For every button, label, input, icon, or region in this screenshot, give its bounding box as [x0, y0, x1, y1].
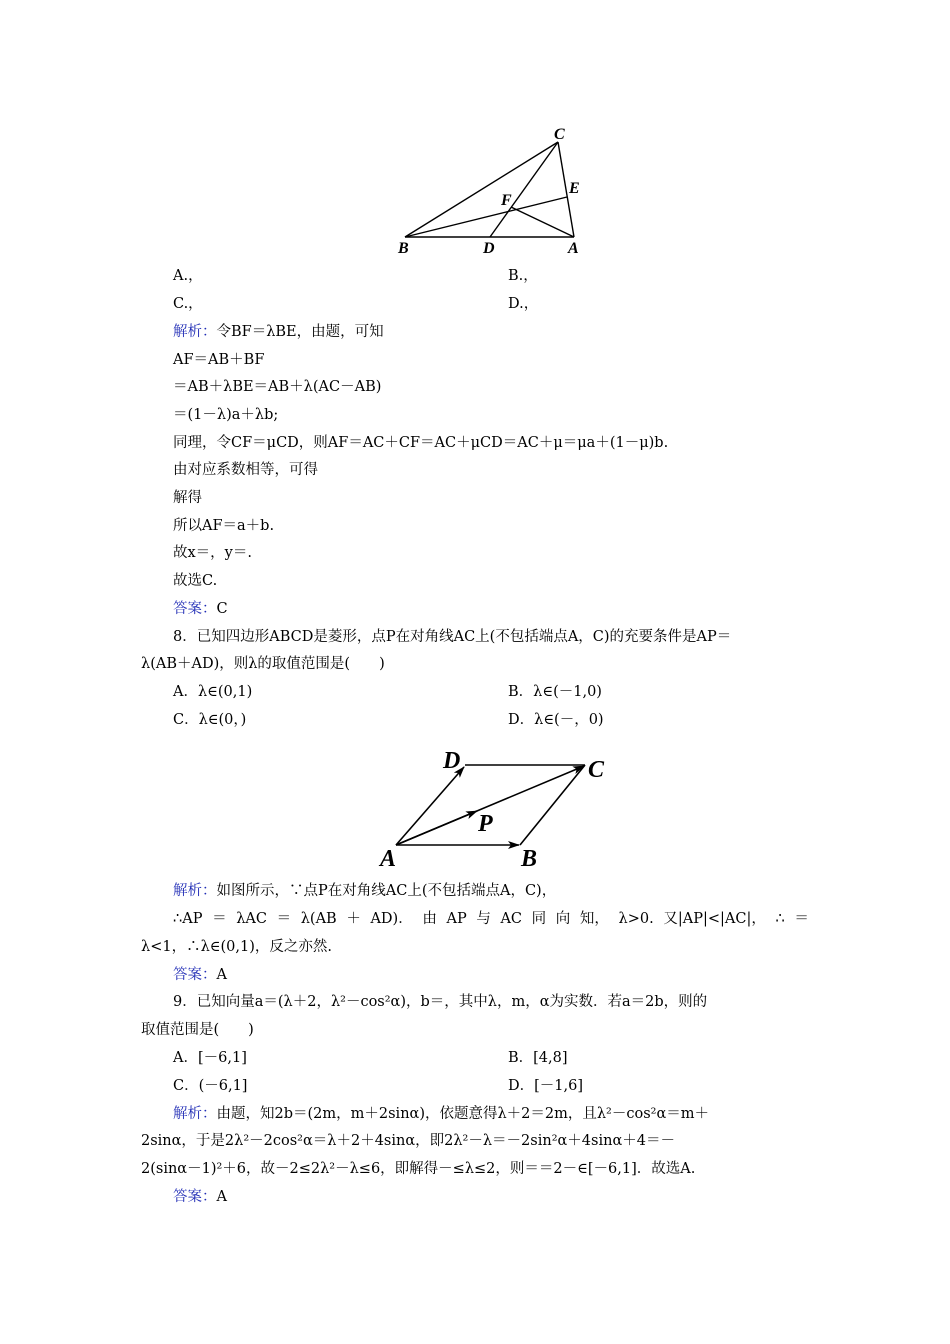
q7-option-d: D.， [508, 296, 539, 312]
q8-analysis-line-2: ∴AP ＝ λAC ＝ λ(AB ＋ AD)． 由 AP 与 AC 同 向 知， λ>0. 又|AP|<|AC|， ∴ ＝ [173, 911, 809, 927]
answer-label: 答案： [173, 1189, 217, 1205]
answer-label: 答案： [173, 967, 217, 983]
q9-analysis-line-2: 2sinα，于是2λ²－2cos²α＝λ＋2＋4sinα，即2λ²－λ＝－2sin²α＋4sinα＋4＝－ [141, 1133, 675, 1149]
segment-dc [490, 142, 558, 237]
triangle-figure [390, 120, 600, 260]
q8-option-d: D．λ∈(－，0) [508, 712, 604, 728]
q9-stem-line-2: 取值范围是( ) [141, 1022, 254, 1038]
q7-analysis-line-7: 解得 [173, 490, 202, 506]
q9-option-a: A．[－6,1] [173, 1050, 247, 1066]
q8-analysis-line-3: λ<1，∴λ∈(0,1)，反之亦然. [141, 939, 332, 955]
q9-answer: 答案：A [173, 1189, 227, 1205]
q9-stem-line-1: 9．已知向量a＝(λ＋2，λ²－cos²α)，b＝，其中λ，m，α为实数．若a＝2b，则的 [173, 994, 708, 1010]
q7-option-c: C.， [173, 296, 203, 312]
q8-answer: 答案：A [173, 967, 227, 983]
analysis-label: 解析： [173, 1106, 217, 1122]
q7-analysis-line-9: 故x＝，y＝. [173, 545, 252, 561]
vector-ad [396, 767, 464, 845]
q7-option-a: A.， [173, 268, 203, 284]
segment-fa [511, 207, 574, 237]
q7-analysis-line-6: 由对应系数相等，可得 [173, 462, 318, 478]
q7-analysis-line-8: 所以AF＝a＋b. [173, 518, 275, 534]
label-d: D [443, 748, 461, 774]
label-d: D [483, 240, 495, 257]
q8-stem-line-2: λ(AB＋AD)，则λ的取值范围是( ) [141, 656, 385, 672]
vector-ap [396, 811, 477, 845]
segment-be [405, 197, 567, 237]
label-a: A [380, 846, 397, 872]
q9-option-d: D．[－1,6] [508, 1078, 583, 1094]
q7-analysis-line-4: ＝(1－λ)a＋λb; [173, 407, 279, 423]
q8-option-b: B．λ∈(－1,0) [508, 684, 602, 700]
analysis-label: 解析： [173, 324, 217, 340]
q7-analysis-line-3: ＝AB＋λBE＝AB＋λ(AC－AB) [173, 379, 382, 395]
analysis-label: 解析： [173, 883, 217, 899]
label-c: C [554, 126, 565, 143]
q8-option-c: C．λ∈(0，) [173, 712, 247, 728]
segment-bc [405, 142, 558, 237]
label-b: B [521, 846, 538, 872]
q8-option-a: A．λ∈(0,1) [173, 684, 253, 700]
q9-analysis-line-3: 2(sinα－1)²＋6，故－2≤2λ²－λ≤6，即解得－≤λ≤2，则＝＝2－∈[－6,1]．故选A. [141, 1161, 696, 1177]
q7-analysis-line-10: 故选C. [173, 573, 218, 589]
label-a: A [568, 240, 579, 257]
label-f: F [501, 192, 512, 209]
q7-analysis-line-2: AF＝AB＋BF [173, 352, 265, 368]
q9-analysis-line-1: 解析：由题，知2b＝(2m，m＋2sinα)，依题意得λ＋2＝2m，且λ²－cos²α＝m＋ [173, 1106, 710, 1122]
q7-analysis-line-1: 解析：令BF＝λBE，由题，可知 [173, 324, 384, 340]
label-e: E [569, 180, 580, 197]
answer-label: 答案： [173, 601, 217, 617]
label-b: B [398, 240, 409, 257]
edge-cb [520, 765, 585, 845]
q7-answer: 答案：C [173, 601, 228, 617]
label-c: C [588, 757, 605, 783]
rhombus-figure [375, 742, 625, 877]
q7-option-b: B.， [508, 268, 538, 284]
q8-analysis-line-1: 解析：如图所示，∵点P在对角线AC上(不包括端点A，C)， [173, 883, 557, 899]
q8-stem-line-1: 8．已知四边形ABCD是菱形，点P在对角线AC上(不包括端点A，C)的充要条件是AP＝ [173, 629, 732, 645]
q9-option-c: C．(－6,1] [173, 1078, 248, 1094]
q7-analysis-line-5: 同理，令CF＝μCD，则AF＝AC＋CF＝AC＋μCD＝AC＋μ＝μa＋(1－μ)b. [173, 435, 669, 451]
q9-option-b: B．[4,8] [508, 1050, 568, 1066]
label-p: P [478, 811, 493, 837]
